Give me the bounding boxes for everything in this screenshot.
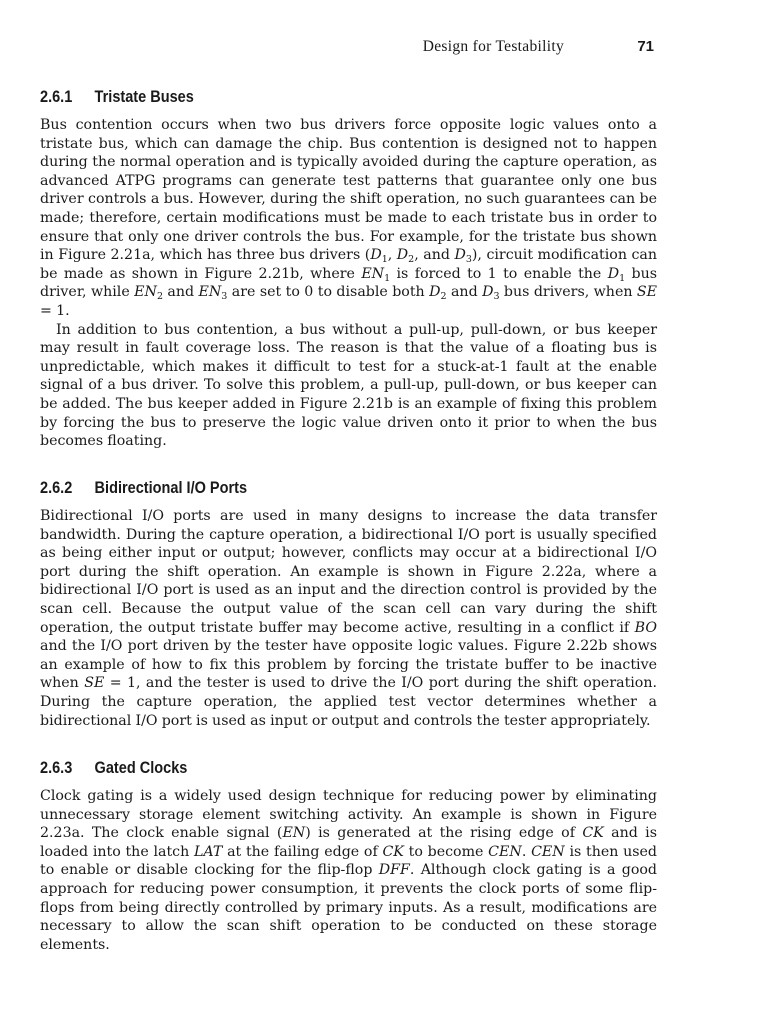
section-title: Gated Clocks [94, 759, 188, 777]
section-number: 2.6.1 [40, 88, 73, 106]
paragraph: In addition to bus contention, a bus without a pull-up, pull-down, or bus keeper may result in fault coverage loss. The reason is that the value of a floating bus is unpredictable, which makes it difficult to test for a stuck-at-1 fault at the enable signal of a bus driver. To solve this problem, a pull-up, pull-down, or bus keeper can be added. The bus keeper added in Figure 2.21b is an example of fixing this problem by forcing the bus to preserve the logic value driven onto it prior to when the bus becomes floating. [40, 321, 657, 450]
section-number: 2.6.2 [40, 479, 73, 497]
section-heading [40, 86, 583, 108]
section-heading [40, 477, 583, 499]
paragraph: Bus contention occurs when two bus drivers force opposite logic values onto a tristate bus, which can damage the chip. Bus contention is designed not to happen during the normal operation and is typically avoided during the capture operation, as advanced ATPG programs can generate test patterns that guarantee only one bus driver controls a bus. However, during the shift operation, no such guarantees can be made; therefore, certain modifications must be made to each tristate bus in order to ensure that only one driver controls the bus. For example, for the tristate bus shown in Figure 2.21a, which has three bus drivers ($D_1$, $D_2$, and $D_3$), circuit modification can be made as shown in Figure 2.21b, where $EN_1$ is forced to 1 to enable the $D_1$ bus driver, while $EN_2$ and $EN_3$ are set to 0 to disable both $D_2$ and $D_3$ bus drivers, when SE = 1. [40, 117, 658, 319]
section-2-6-2 [40, 477, 657, 730]
running-title: Design for Testability [422, 38, 564, 55]
section-heading [40, 757, 583, 779]
section-title: Bidirectional I/O Ports [94, 479, 248, 497]
running-head [40, 38, 656, 58]
page-number: 71 [637, 38, 654, 55]
section-2-6-1 [40, 86, 657, 451]
section-2-6-3 [40, 757, 657, 954]
paragraph: Bidirectional I/O ports are used in many designs to increase the data transfer bandwidth. During the capture operation, a bidirectional I/O port is usually specified as being either input or output; however, conflicts may occur at a bidirectional I/O port during the shift operation. An example is shown in Figure 2.22a, where a bidirectional I/O port is used as an input and the direction control is provided by the scan cell. Because the output value of the scan cell can vary during the shift operation, the output tristate buffer may become active, resulting in a conflict if BO and the I/O port driven by the tester have opposite logic values. Figure 2.22b shows an example of how to fix this problem by forcing the tristate buffer to be inactive when SE = 1, and the tester is used to drive the I/O port during the shift operation. During the capture operation, the applied test vector determines whether a bidirectional I/O port is used as input or output and controls the tester appropriately. [40, 508, 657, 729]
paragraph: Clock gating is a widely used design technique for reducing power by eliminating unnecessary storage element switching activity. An example is shown in Figure 2.23a. The clock enable signal (EN) is generated at the rising edge of CK and is loaded into the latch LAT at the failing edge of CK to become CEN. CEN is then used to enable or disable clocking for the flip-flop DFF. Although clock gating is a good approach for reducing power consumption, it prevents the clock ports of some flip-flops from being directly controlled by primary inputs. As a result, modifications are necessary to allow the scan shift operation to be conducted on these storage elements. [40, 788, 657, 953]
section-title: Tristate Buses [94, 88, 194, 106]
section-number: 2.6.3 [40, 759, 73, 777]
